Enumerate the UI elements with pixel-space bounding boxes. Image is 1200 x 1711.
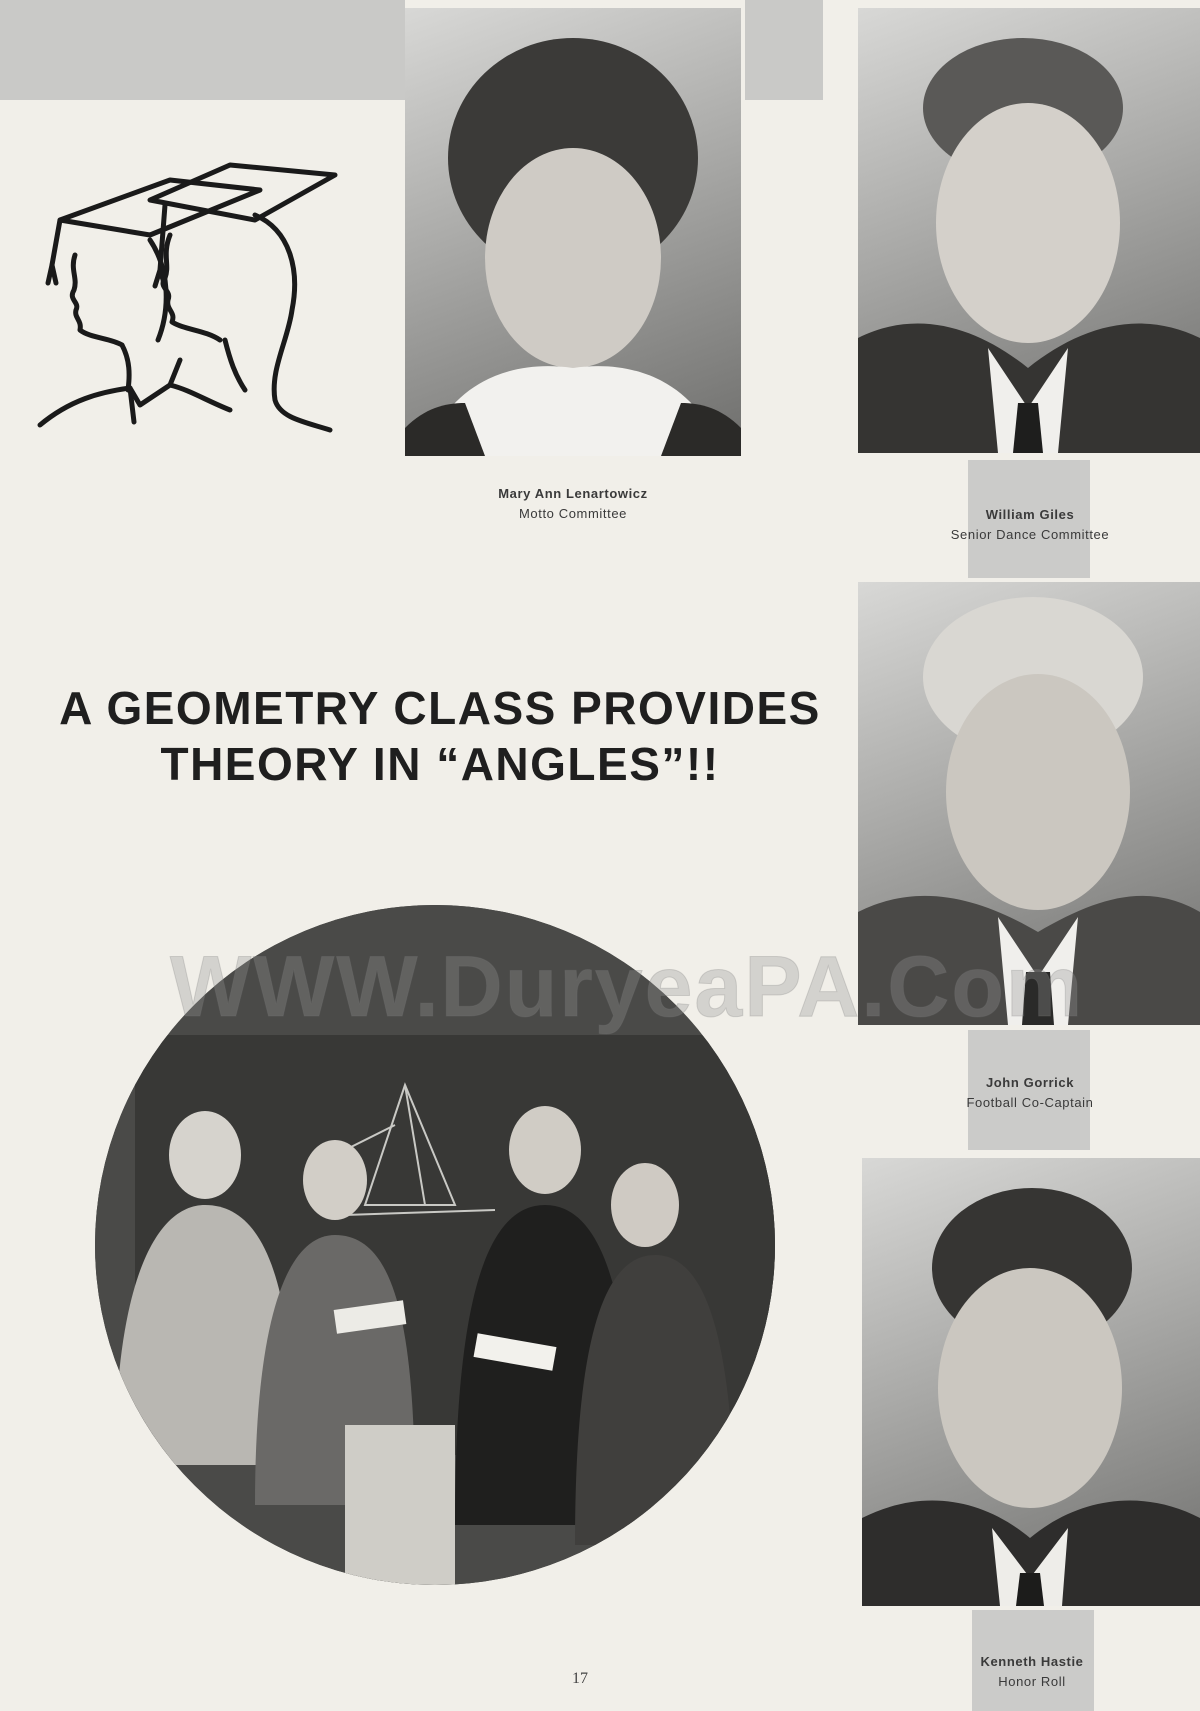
page-headline bbox=[40, 680, 840, 792]
senior-caption-4 bbox=[900, 1652, 1164, 1692]
headline-line-2: THEORY IN “ANGLES”!! bbox=[160, 738, 720, 790]
senior-portrait-2 bbox=[858, 8, 1200, 453]
headline-line-1: A GEOMETRY CLASS PROVIDES bbox=[59, 682, 821, 734]
senior-caption-2 bbox=[900, 505, 1160, 545]
senior-role: Football Co-Captain bbox=[966, 1095, 1094, 1110]
senior-role: Motto Committee bbox=[519, 506, 627, 521]
senior-role: Honor Roll bbox=[998, 1674, 1066, 1689]
page-number: 17 bbox=[572, 1670, 588, 1687]
senior-caption-1 bbox=[405, 484, 741, 524]
senior-caption-3 bbox=[900, 1073, 1160, 1113]
senior-name: John Gorrick bbox=[985, 1075, 1075, 1090]
top-band-middle bbox=[745, 0, 823, 100]
senior-role: Senior Dance Committee bbox=[950, 527, 1110, 542]
senior-name: William Giles bbox=[985, 507, 1075, 522]
graduates-silhouette-icon bbox=[30, 160, 360, 440]
senior-portrait-1 bbox=[405, 8, 741, 456]
site-watermark: WWW.DuryeaPA.Com bbox=[170, 939, 1085, 1035]
top-band-left bbox=[0, 0, 405, 100]
senior-name: Kenneth Hastie bbox=[980, 1654, 1084, 1669]
senior-name: Mary Ann Lenartowicz bbox=[498, 486, 648, 501]
senior-portrait-4 bbox=[862, 1158, 1200, 1606]
